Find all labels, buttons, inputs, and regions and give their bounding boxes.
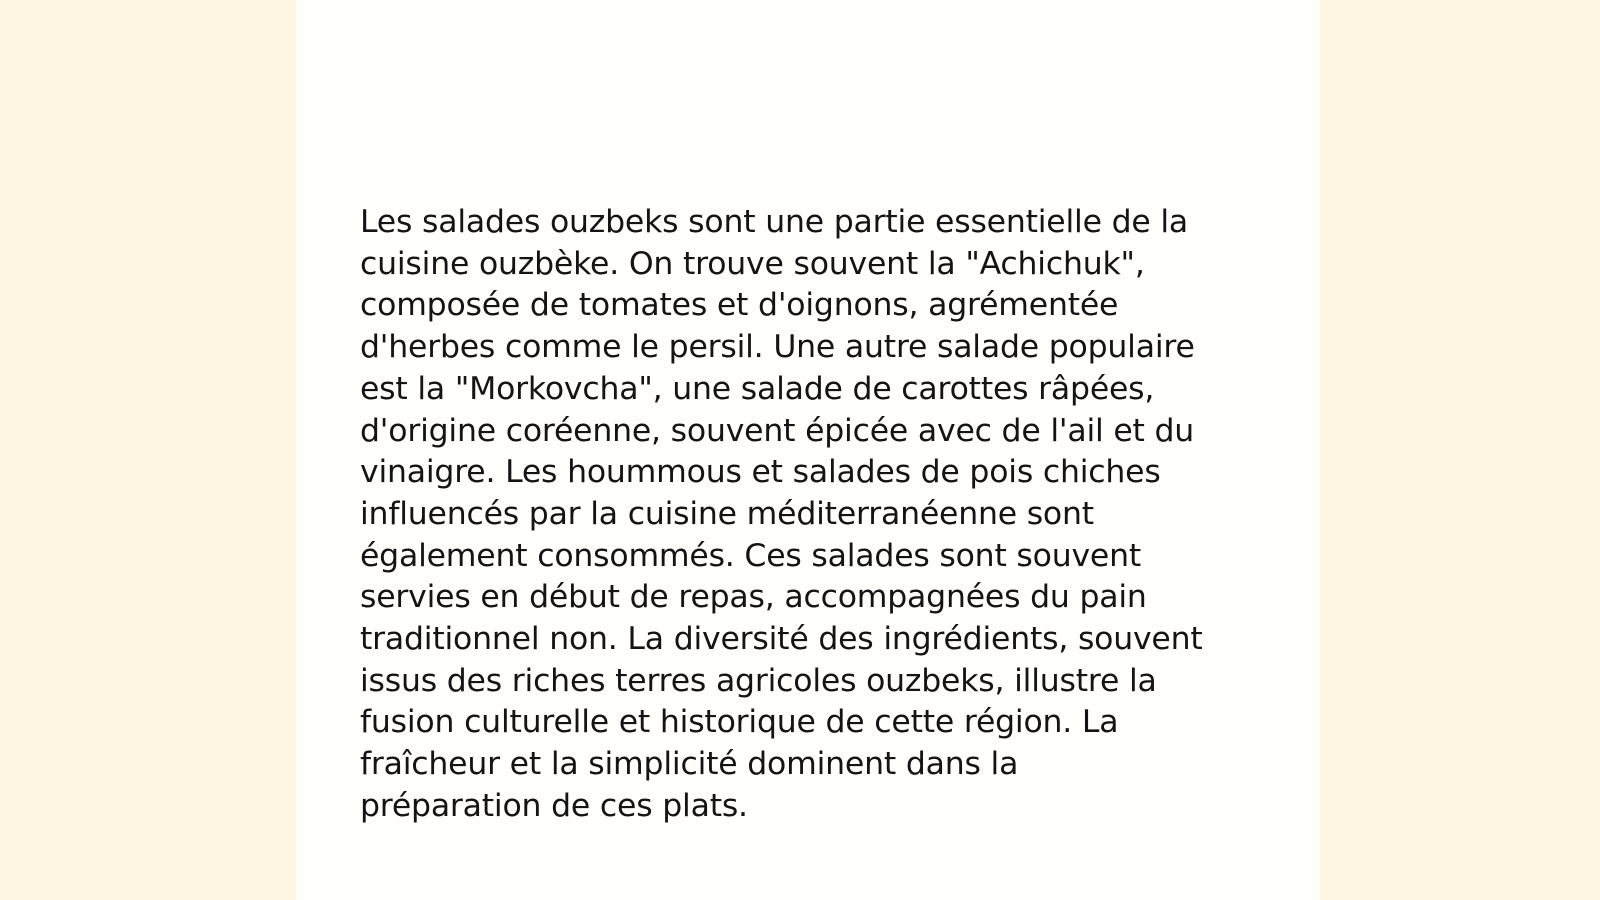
text-line: issus des riches terres agricoles ouzbeks, illustre la [360,662,1157,699]
text-line: cuisine ouzbèke. On trouve souvent la "Achichuk", [360,245,1145,282]
text-line: influencés par la cuisine méditerranéenne sont [360,495,1094,532]
text-line: est la "Morkovcha", une salade de carottes râpées, [360,370,1155,407]
text-line: également consommés. Ces salades sont souvent [360,537,1141,574]
text-line: Les salades ouzbeks sont une partie essentielle de la [360,204,1189,240]
text-line: d'herbes comme le persil. Une autre salade populaire [360,329,1195,366]
document-page [296,0,1320,900]
text-line: fraîcheur et la simplicité dominent dans la [360,746,1019,783]
text-line: composée de tomates et d'oignons, agrémentée [360,287,1119,324]
body-paragraph [360,202,1260,828]
text-line: fusion culturelle et historique de cette région. La [360,704,1119,741]
text-line: vinaigre. Les hoummous et salades de pois chiches [360,454,1161,491]
text-line: traditionnel non. La diversité des ingrédients, souvent [360,621,1203,658]
text-line: servies en début de repas, accompagnées du pain [360,579,1147,616]
text-line: d'origine coréenne, souvent épicée avec de l'ail et du [360,412,1195,449]
text-line: préparation de ces plats. [360,787,748,824]
